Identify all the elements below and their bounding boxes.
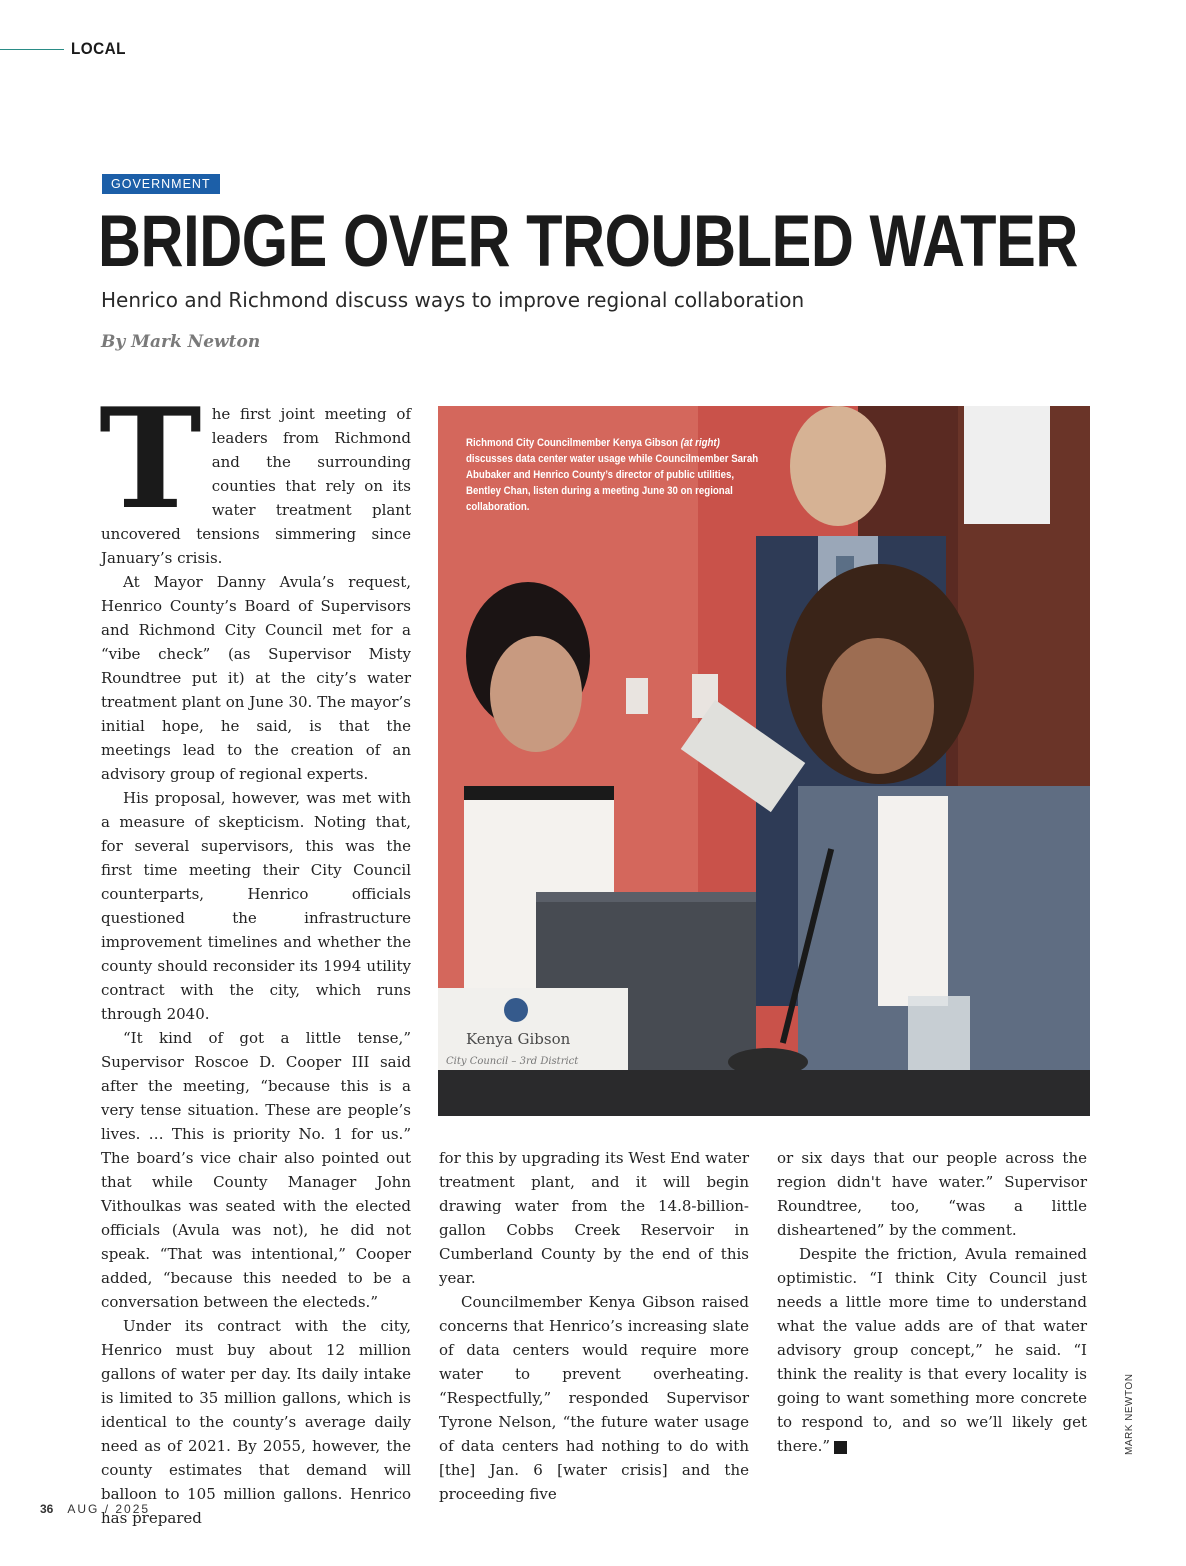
drop-cap: T <box>99 377 202 540</box>
paragraph: “It kind of got a little tense,” Supervisor Roscoe D. Cooper III said after the meeting, “because this is a very tense situation. These are people’s lives. … This is priority No. 1 for us.” The board’s vice chair also pointed out that while County Manager John Vithoulkas was seated with the elected officials (Avula was not), he did not speak. “That was intentional,” Cooper added, “because this needed to be a conversation between the electeds.” <box>101 1029 411 1311</box>
subhead: Henrico and Richmond discuss ways to improve regional collaboration <box>101 288 805 312</box>
page-number: 36 <box>40 1502 54 1516</box>
paragraph: he first joint meeting of leaders from Richmond and the surrounding counties that rely on its water treatment plant uncovered tensions simmering since January’s crisis. <box>101 405 411 567</box>
headline: BRIDGE OVER TROUBLED WATER <box>98 201 1078 282</box>
issue-date: AUG / 2025 <box>67 1502 151 1516</box>
nameplate-name: Kenya Gibson <box>466 1030 571 1048</box>
category-tag[interactable]: GOVERNMENT <box>102 174 220 194</box>
paragraph: At Mayor Danny Avula’s request, Henrico County’s Board of Supervisors and Richmond City Council met for a “vibe check” (as Supervisor Misty Roundtree put it) at the city’s water treatment plant on June 30. The mayor’s initial hope, he said, is that the meetings lead to the creation of an advisory group of regional experts. <box>101 573 411 783</box>
paragraph: for this by upgrading its West End water treatment plant, and it will begin drawing water from the 14.8-billion-gallon Cobbs Creek Reservoir in Cumberland County by the end of this year. <box>439 1149 749 1287</box>
paragraph: Under its contract with the city, Henrico must buy about 12 million gallons of water per day. Its daily intake is limited to 35 million gallons, which is identical to the county’s average daily need as of 2021. By 2055, however, the county estimates that demand will balloon to 105 million gallons. Henrico has prepared <box>101 1317 411 1527</box>
paragraph-last <box>777 1242 1087 1458</box>
section-label: LOCAL <box>71 39 126 58</box>
article-photo <box>438 406 1090 1116</box>
paragraph: Councilmember Kenya Gibson raised concerns that Henrico’s increasing slate of data centers would require more water to prevent overheating. “Respectfully,” responded Supervisor Tyrone Nelson, “the future water usage of data centers had nothing to do with [the] Jan. 6 [water crisis] and the proceeding five <box>439 1293 749 1503</box>
paragraph: or six days that our people across the region didn't have water.” Supervisor Roundtree, too, “was a little disheartened” by the comment. <box>777 1149 1087 1239</box>
caption-lead: Richmond City Councilmember Kenya Gibson <box>466 437 681 449</box>
caption-rest: discusses data center water usage while Councilmember Sarah Abubaker and Henrico County’s director of public utilities, Bentley Chan, listen during a meeting June 30 on regional collaboration. <box>466 453 759 513</box>
photo-caption <box>466 435 765 515</box>
article-column-2 <box>439 1146 749 1506</box>
paragraph-text: Despite the friction, Avula remained optimistic. “I think City Council just needs a little more time to understand what the value adds are of that water advisory group concept,” he said. “I think the reality is that every locality is going to want something more concrete to respond to, and so we’ll likely get there.” <box>777 1245 1087 1455</box>
section-rule <box>0 49 64 50</box>
article-column-1 <box>99 377 411 1530</box>
photo-credit: MARK NEWTON <box>1124 1373 1135 1455</box>
end-mark-icon: R <box>834 1441 847 1454</box>
article-column-3 <box>777 1146 1087 1458</box>
folio <box>40 1502 150 1516</box>
paragraph: His proposal, however, was met with a measure of skepticism. Noting that, for several supervisors, this was the first time meeting their City Council counterparts, Henrico officials questioned the infrastructure improvement timelines and whether the county should reconsider its 1994 utility contract with the city, which runs through 2040. <box>101 789 411 1023</box>
byline: By Mark Newton <box>101 332 261 352</box>
caption-italic: (at right) <box>680 437 720 449</box>
nameplate-title: City Council – 3rd District <box>446 1056 579 1067</box>
